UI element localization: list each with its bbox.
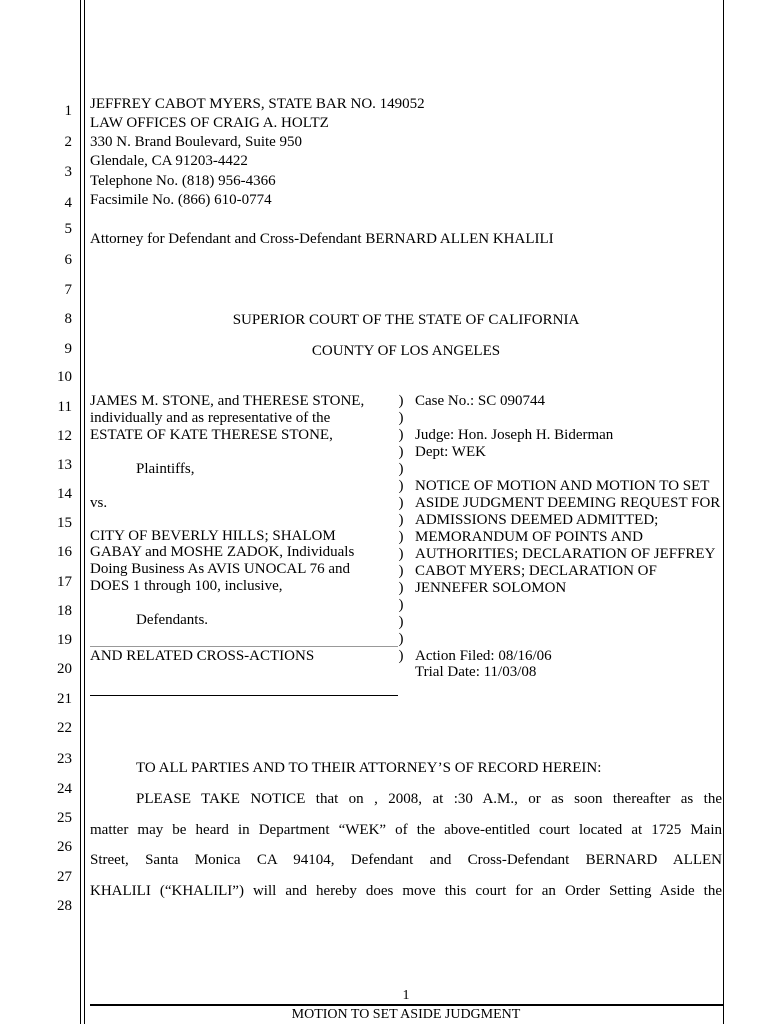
paragraph-line1: [136, 790, 722, 809]
document-title-line5: AUTHORITIES; DECLARATION OF JEFFREY: [415, 546, 716, 562]
left-margin-rule-outer: [80, 0, 81, 1024]
plaintiffs-line2: individually and as representative of the: [90, 410, 331, 426]
court-name: SUPERIOR COURT OF THE STATE OF CALIFORNIA: [232, 312, 580, 328]
line-number: 2: [64, 134, 72, 150]
caption-paren: ): [398, 444, 404, 460]
line-number: 12: [57, 428, 72, 444]
line-number: 23: [57, 751, 72, 767]
attorney-role: Attorney for Defendant and Cross-Defendant BERNARD ALLEN KHALILI: [90, 231, 554, 247]
document-title-line2: ASIDE JUDGMENT DEEMING REQUEST FOR: [415, 495, 721, 511]
defendants-line3: Doing Business As AVIS UNOCAL 76 and: [90, 561, 351, 577]
line-number: 21: [57, 691, 72, 707]
document-title-line7: JENNEFER SOLOMON: [415, 580, 567, 596]
paragraph-line2: [90, 821, 722, 840]
caption-divider: [90, 646, 398, 647]
line-number: 14: [57, 486, 72, 502]
paragraph-line2-text: matter may be heard in Department “WEK” of the above-entitled court located at 1725 Main: [90, 822, 722, 838]
attorney-firm: LAW OFFICES OF CRAIG A. HOLTZ: [90, 115, 329, 131]
paragraph-line4-text: KHALILI (“KHALILI”) will and hereby does move this court for an Order Setting Aside the: [90, 883, 722, 899]
line-number: 24: [57, 781, 72, 797]
plaintiffs-line1: JAMES M. STONE, and THERESE STONE,: [90, 393, 365, 409]
caption-paren: ): [398, 478, 404, 494]
line-number: 10: [57, 369, 72, 385]
action-filed-date: Action Filed: 08/16/06: [415, 648, 552, 664]
paragraph-line3-text: Street, Santa Monica CA 94104, Defendant and Cross-Defendant BERNARD ALLEN: [90, 852, 722, 868]
caption-paren: ): [398, 563, 404, 579]
caption-bottom-rule: [90, 695, 398, 696]
document-title-line3: ADMISSIONS DEEMED ADMITTED;: [415, 512, 659, 528]
plaintiffs-label: Plaintiffs,: [136, 461, 195, 477]
document-title-line6: CABOT MYERS; DECLARATION OF: [415, 563, 657, 579]
paragraph-line1-text: PLEASE TAKE NOTICE that on , 2008, at :30 A.M., or as soon thereafter as the: [136, 791, 722, 807]
attorney-name: JEFFREY CABOT MYERS, STATE BAR NO. 149052: [90, 96, 425, 112]
line-number: 15: [57, 515, 72, 531]
judge: Judge: Hon. Joseph H. Biderman: [415, 427, 614, 443]
right-margin-rule: [723, 0, 724, 1024]
attorney-address-line2: Glendale, CA 91203-4422: [90, 153, 248, 169]
caption-paren: ): [398, 546, 404, 562]
defendants-line1: CITY OF BEVERLY HILLS; SHALOM: [90, 528, 336, 544]
line-number: 11: [57, 399, 72, 415]
line-number: 16: [57, 544, 72, 560]
line-number: 19: [57, 632, 72, 648]
line-number: 22: [57, 720, 72, 736]
footer-title: MOTION TO SET ASIDE JUDGMENT: [291, 1007, 521, 1022]
defendants-line2: GABAY and MOSHE ZADOK, Individuals: [90, 544, 355, 560]
line-number: 5: [64, 221, 72, 237]
left-margin-rule-inner: [84, 0, 85, 1024]
line-number: 18: [57, 603, 72, 619]
line-number: 1: [64, 103, 72, 119]
department: Dept: WEK: [415, 444, 486, 460]
line-number: 13: [57, 457, 72, 473]
salutation: TO ALL PARTIES AND TO THEIR ATTORNEY’S OF RECORD HEREIN:: [136, 760, 602, 776]
line-number: 20: [57, 661, 72, 677]
line-number: 28: [57, 898, 72, 914]
caption-paren: ): [398, 495, 404, 511]
line-number: 8: [64, 311, 72, 327]
court-county: COUNTY OF LOS ANGELES: [311, 343, 501, 359]
caption-paren: ): [398, 631, 404, 647]
caption-paren: ): [398, 648, 404, 664]
case-number: Case No.: SC 090744: [415, 393, 546, 409]
line-number: 17: [57, 574, 72, 590]
plaintiffs-line3: ESTATE OF KATE THERESE STONE,: [90, 427, 333, 443]
line-number: 3: [64, 164, 72, 180]
line-number: 6: [64, 252, 72, 268]
caption-paren: ): [398, 427, 404, 443]
caption-paren: ): [398, 614, 404, 630]
document-title-line1: NOTICE OF MOTION AND MOTION TO SET: [415, 478, 710, 494]
caption-paren: ): [398, 410, 404, 426]
caption-paren: ): [398, 580, 404, 596]
page-number: 1: [402, 988, 410, 1003]
trial-date: Trial Date: 11/03/08: [415, 664, 537, 680]
defendants-label: Defendants.: [136, 612, 209, 628]
attorney-address-line1: 330 N. Brand Boulevard, Suite 950: [90, 134, 303, 150]
line-number: 4: [64, 195, 72, 211]
caption-paren: ): [398, 529, 404, 545]
versus: vs.: [90, 495, 108, 511]
line-number: 27: [57, 869, 72, 885]
line-number: 26: [57, 839, 72, 855]
line-number: 25: [57, 810, 72, 826]
paragraph-line3: [90, 851, 722, 870]
related-cross-actions: AND RELATED CROSS-ACTIONS: [90, 648, 315, 664]
defendants-line4: DOES 1 through 100, inclusive,: [90, 578, 283, 594]
caption-paren: ): [398, 512, 404, 528]
line-number: 7: [64, 282, 72, 298]
document-title-line4: MEMORANDUM OF POINTS AND: [415, 529, 643, 545]
caption-paren: ): [398, 461, 404, 477]
caption-paren: ): [398, 597, 404, 613]
caption-paren: ): [398, 393, 404, 409]
line-number: 9: [64, 341, 72, 357]
attorney-phone: Telephone No. (818) 956-4366: [90, 173, 276, 189]
attorney-fax: Facsimile No. (866) 610-0774: [90, 192, 272, 208]
paragraph-line4: [90, 882, 722, 901]
